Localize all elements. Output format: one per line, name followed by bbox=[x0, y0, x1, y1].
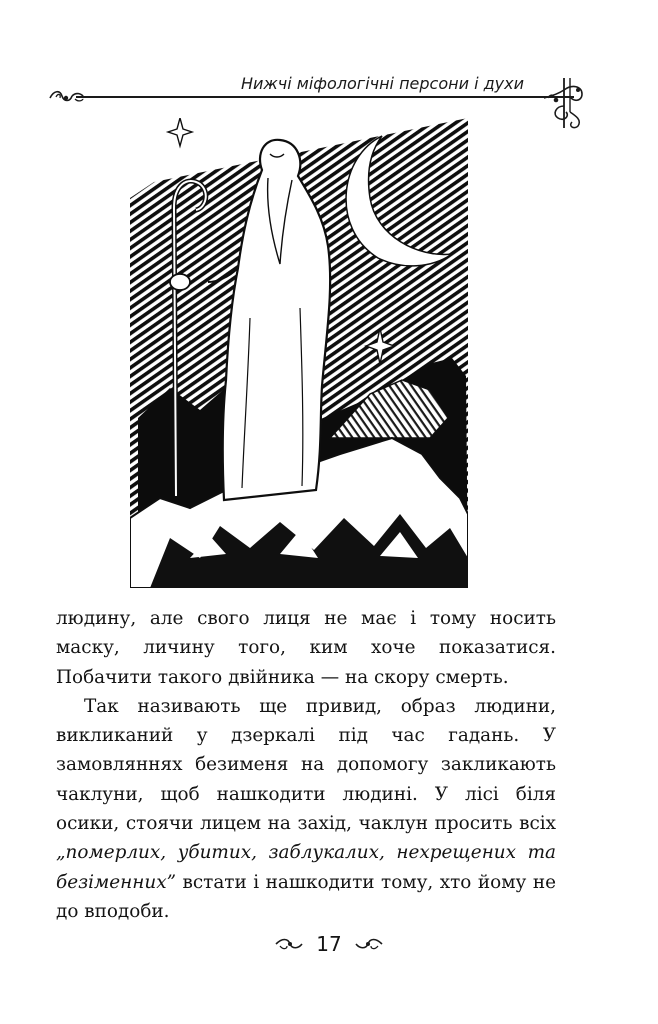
page-footer bbox=[0, 926, 658, 962]
paragraph-text: Так називають ще привид, образ людини, викликаний у дзеркалі під час гадань. У замовляннях безименя на допомогу закликають чаклуни, щоб нашкодити людині. У лісі біля осики, стоячи лицем на захід, чаклун просить всіх bbox=[56, 695, 556, 835]
running-title: Нижчі міфологічні персони і духи bbox=[240, 74, 524, 93]
star-icon bbox=[168, 118, 192, 146]
illustration-old-man-moon bbox=[130, 118, 468, 588]
corner-flourish-icon bbox=[542, 76, 588, 132]
paragraph bbox=[56, 692, 556, 926]
floral-ornament-right-icon bbox=[354, 936, 384, 952]
header-rule bbox=[76, 96, 574, 98]
floral-ornament-left-icon bbox=[274, 936, 304, 952]
page-number: 17 bbox=[316, 932, 342, 956]
paragraph-tail: встати і нашкодити тому, хто йому не до вподоби. bbox=[56, 871, 556, 922]
quoted-phrase: „померлих, убитих, заблукалих, нехрещених та безіменних” bbox=[56, 842, 556, 893]
main-text bbox=[56, 604, 556, 926]
paragraph: людину, але свого лиця не має і тому носить маску, личину того, ким хоче показатися. Побачити такого двійника — на скору смерть. bbox=[56, 608, 556, 688]
